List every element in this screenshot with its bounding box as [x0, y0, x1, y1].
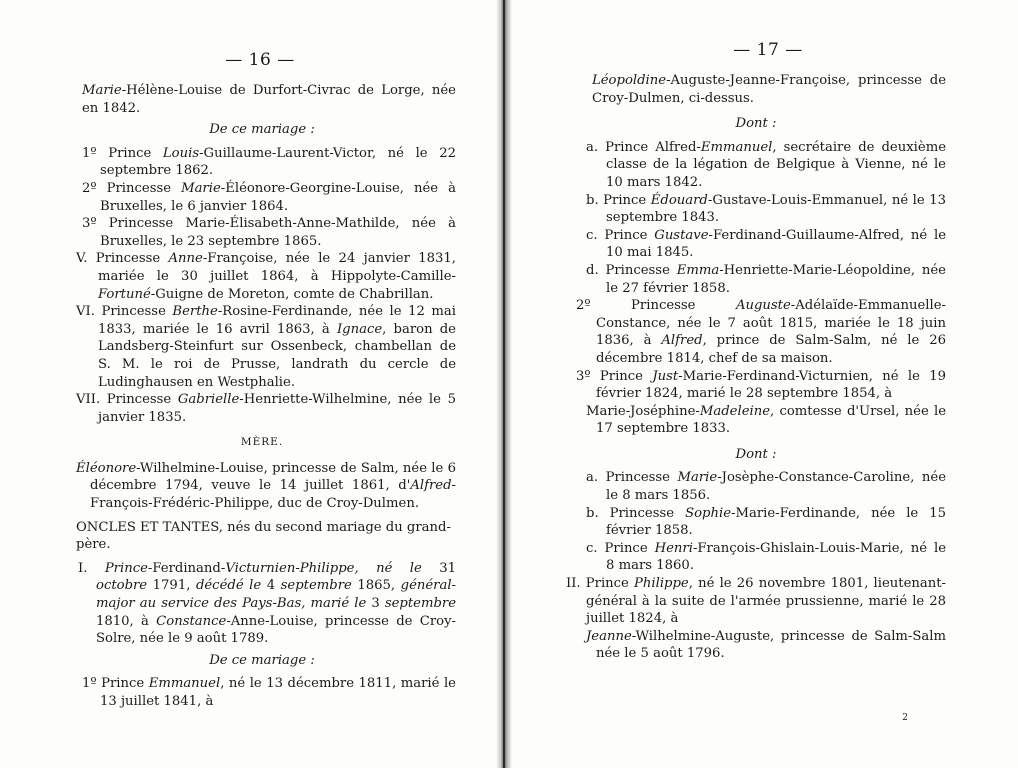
paragraph: Marie-Joséphine-Madeleine, comtesse d'Ursel, née le 17 septembre 1833.: [586, 403, 946, 437]
section-heading: Dont :: [735, 446, 777, 462]
list-item: a. Princesse Marie-Josèphe-Constance-Caroline, née le 8 mars 1856.: [586, 470, 946, 504]
list-item: I. Prince-Ferdinand-Victurnien-Philippe, né le 31 octobre 1791, décédé le 4 septembre 1865, général-major au service des Pays-Bas, marié le 3 septembre 1810, à Constance-Anne-Louise, princesse de Croy-Solre, née le 9 août 1789.: [78, 560, 457, 647]
text-column: [68, 82, 456, 711]
list-item: 2º Princesse Marie-Éléonore-Georgine-Louise, née à Bruxelles, le 6 janvier 1864.: [82, 180, 456, 214]
paragraph: Marie-Hélène-Louise de Durfort-Civrac de Lorge, née en 1842.: [82, 83, 456, 116]
list-item: b. Prince Édouard-Gustave-Louis-Emmanuel, né le 13 septembre 1843.: [586, 192, 946, 226]
list-item: II. Prince Philippe, né le 26 novembre 1801, lieutenant-général à la suite de l'armée prussienne, marié le 28 juillet 1824, à: [566, 576, 946, 627]
right-page: [514, 0, 1018, 768]
list-item: c. Prince Henri-François-Ghislain-Louis-Marie, né le 8 mars 1860.: [586, 540, 947, 574]
list-item: VII. Princesse Gabrielle-Henriette-Wilhelmine, née le 5 janvier 1835.: [76, 392, 457, 425]
list-item: b. Princesse Sophie-Marie-Ferdinande, née le 15 février 1858.: [586, 505, 946, 539]
list-item: 3º Princesse Marie-Élisabeth-Anne-Mathilde, née à Bruxelles, le 23 septembre 1865.: [82, 216, 456, 249]
left-page: [0, 0, 500, 768]
gutter-shadow: [503, 0, 505, 768]
footer-mark: 2: [902, 713, 908, 724]
section-heading: Dont :: [735, 116, 777, 132]
section-heading: ONCLES ET TANTES, nés du second mariage du grand-père.: [76, 519, 451, 553]
paragraph: Éléonore-Wilhelmine-Louise, princesse de Salm, née le 6 décembre 1794, veuve le 14 juillet 1861, d'Alfred-François-Frédéric-Philippe, duc de Croy-Dulmen.: [76, 460, 456, 512]
list-item: 3º Prince Just-Marie-Ferdinand-Victurnien, né le 19 février 1824, marié le 28 septembre 1854, à: [576, 368, 946, 402]
section-heading: De ce mariage :: [209, 652, 315, 668]
list-item: a. Prince Alfred-Emmanuel, secrétaire de deuxième classe de la légation de Belgique à Vienne, né le 10 mars 1842.: [586, 139, 947, 190]
list-item: d. Princesse Emma-Henriette-Marie-Léopoldine, née le 27 février 1858.: [586, 262, 946, 296]
list-item: 1º Prince Louis-Guillaume-Laurent-Victor, né le 22 septembre 1862.: [82, 145, 456, 179]
page-number: — 16 —: [225, 50, 295, 70]
paragraph: Léopoldine-Auguste-Jeanne-Françoise, princesse de Croy-Dulmen, ci-dessus.: [592, 73, 946, 106]
section-heading: De ce mariage :: [209, 122, 315, 138]
list-item: 2º Princesse Auguste-Adélaïde-Emmanuelle-Constance, née le 7 août 1815, mariée le 18 juin 1836, à Alfred, prince de Salm-Salm, né le 26 décembre 1814, chef de sa maison.: [576, 298, 947, 366]
list-item: V. Princesse Anne-Françoise, née le 24 janvier 1831, mariée le 30 juillet 1864, à Hippolyte-Camille-Fortuné-Guigne de Moreton, comte de Chabrillan.: [76, 251, 456, 302]
paragraph: Jeanne-Wilhelmine-Auguste, princesse de Salm-Salm née le 5 août 1796.: [586, 628, 946, 662]
text-column: [566, 72, 946, 663]
list-item: c. Prince Gustave-Ferdinand-Guillaume-Alfred, né le 10 mai 1845.: [586, 227, 946, 261]
list-item: 1º Prince Emmanuel, né le 13 décembre 1811, marié le 13 juillet 1841, à: [82, 676, 456, 709]
section-heading: MÈRE.: [240, 436, 284, 449]
list-item: VI. Princesse Berthe-Rosine-Ferdinande, née le 12 mai 1833, mariée le 16 avril 1863, à Ignace, baron de Landsberg-Steinfurt sur Ossenbeck, chambellan de S. M. le roi de Prusse, landrath du cercle de Ludinghausen en Westphalie.: [76, 304, 456, 390]
page-number: — 17 —: [733, 40, 803, 60]
